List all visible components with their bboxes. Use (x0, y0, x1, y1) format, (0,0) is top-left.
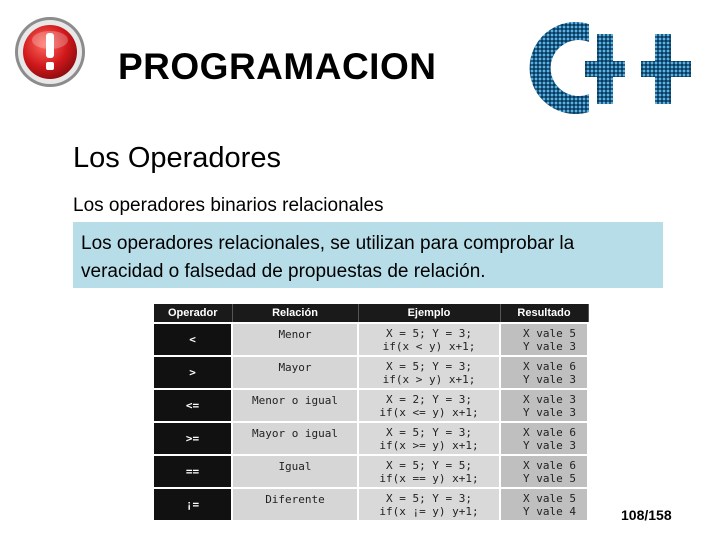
example-line: if(x > y) x+1; (382, 372, 476, 386)
example-cell (358, 422, 500, 455)
result-cell (500, 488, 588, 520)
slide-title: PROGRAMACION (118, 46, 437, 87)
result-cell (500, 356, 588, 389)
operator-cell: ¡= (154, 488, 232, 520)
example-line: X = 2; Y = 3; (385, 392, 473, 406)
example-line: X = 5; Y = 3; (385, 425, 473, 439)
operator-cell: < (154, 323, 232, 356)
operator-cell: == (154, 455, 232, 488)
example-line: if(x ¡= y) y+1; (379, 504, 479, 518)
result-line: Y vale 4 (523, 504, 576, 518)
relation-cell: Igual (232, 455, 358, 488)
example-line: X = 5; Y = 3; (385, 491, 473, 505)
result-line: X vale 6 (523, 458, 576, 472)
result-line: Y vale 3 (523, 438, 576, 452)
operator-cell: <= (154, 389, 232, 422)
section-subheading: Los operadores binarios relacionales (73, 195, 384, 216)
result-cell (500, 422, 588, 455)
result-line: X vale 6 (523, 425, 576, 439)
result-cell (500, 389, 588, 422)
example-cell (358, 488, 500, 520)
result-cell (500, 455, 588, 488)
operator-cell: > (154, 356, 232, 389)
example-cell (358, 356, 500, 389)
cpp-logo (527, 14, 697, 122)
example-line: if(x <= y) x+1; (379, 405, 479, 419)
table-row (154, 389, 588, 422)
example-cell (358, 389, 500, 422)
table-header-row (154, 304, 588, 323)
example-line: X = 5; Y = 3; (385, 326, 473, 340)
table-row (154, 455, 588, 488)
relation-cell: Menor o igual (232, 389, 358, 422)
section-heading: Los Operadores (73, 142, 281, 174)
result-line: X vale 6 (523, 359, 576, 373)
example-line: if(x == y) x+1; (379, 471, 479, 485)
result-line: Y vale 3 (523, 405, 576, 419)
result-line: X vale 5 (523, 326, 576, 340)
header-ejemplo: Ejemplo (358, 304, 500, 323)
table-row (154, 422, 588, 455)
example-cell (358, 323, 500, 356)
header-resultado: Resultado (500, 304, 588, 323)
example-cell (358, 455, 500, 488)
table-row (154, 323, 588, 356)
result-line: Y vale 5 (523, 471, 576, 485)
header-operador: Operador (154, 304, 232, 323)
example-line: X = 5; Y = 3; (385, 359, 473, 373)
relation-cell: Menor (232, 323, 358, 356)
table-row (154, 356, 588, 389)
example-line: if(x >= y) x+1; (379, 438, 479, 452)
relation-cell: Diferente (232, 488, 358, 520)
relation-cell: Mayor o igual (232, 422, 358, 455)
exclamation-icon (14, 16, 86, 88)
operator-cell: >= (154, 422, 232, 455)
description-box: Los operadores relacionales, se utilizan para comprobar la veracidad o falsedad de propuestas de relación. (73, 222, 663, 288)
example-line: if(x < y) x+1; (382, 339, 476, 353)
result-line: X vale 5 (523, 491, 576, 505)
operators-table (154, 304, 589, 520)
result-cell (500, 323, 588, 356)
result-line: Y vale 3 (523, 339, 576, 353)
example-line: X = 5; Y = 5; (385, 458, 473, 472)
relation-cell: Mayor (232, 356, 358, 389)
result-line: X vale 3 (523, 392, 576, 406)
page-number: 108/158 (621, 507, 672, 523)
table-row (154, 488, 588, 520)
header-relacion: Relación (232, 304, 358, 323)
result-line: Y vale 3 (523, 372, 576, 386)
